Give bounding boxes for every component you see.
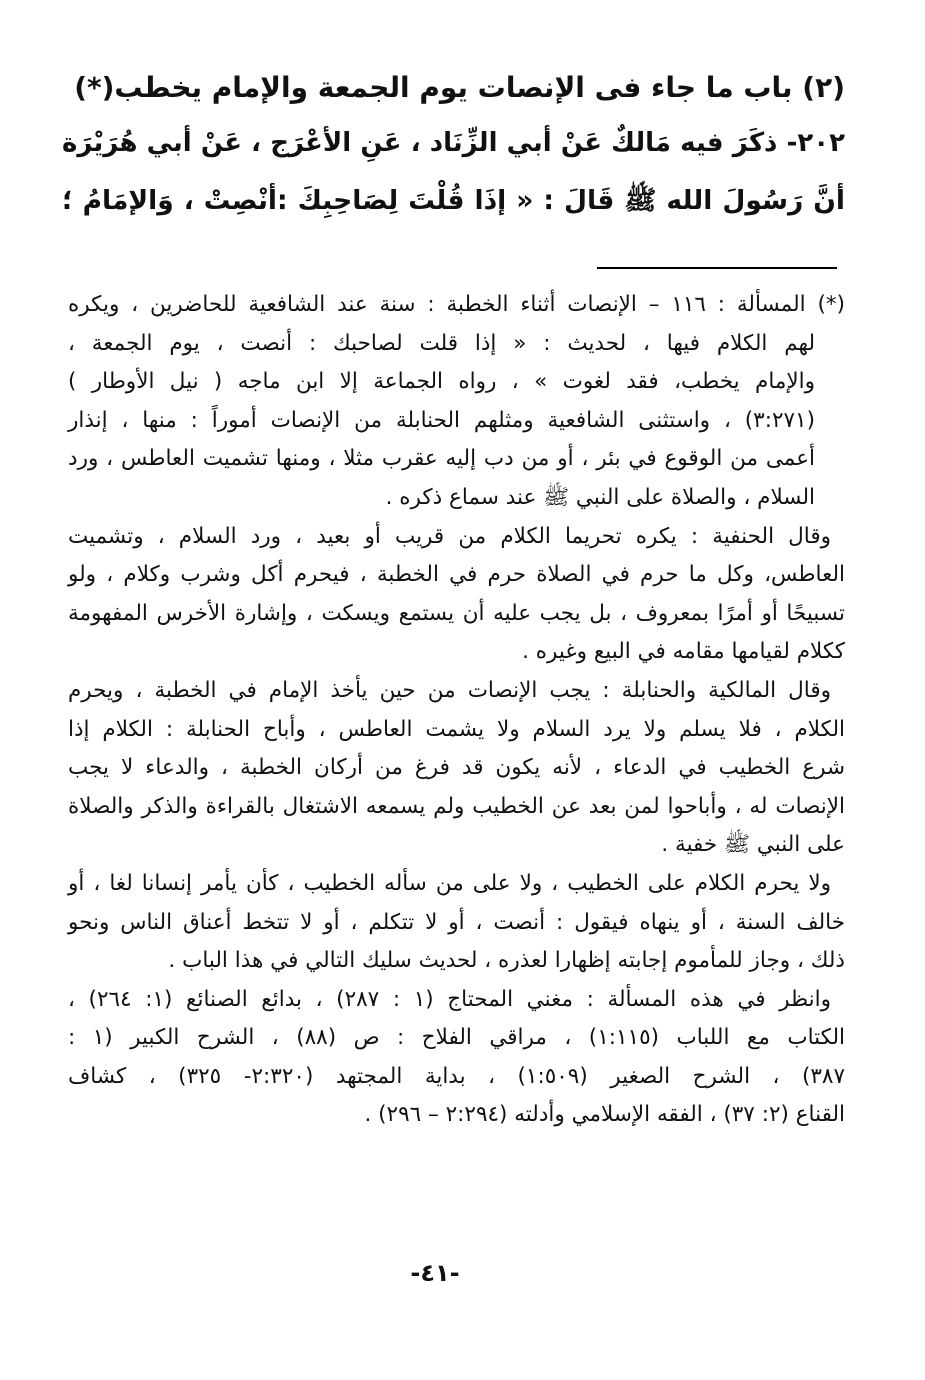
page-number: -٤١- bbox=[410, 1259, 460, 1287]
footnote-line-5: أعمى من الوقوع في بئر ، أو من دب إليه عقرب مثلا ، ومنها تشميت العاطس ، ورد bbox=[68, 446, 815, 472]
main-text bbox=[62, 62, 845, 230]
footnote bbox=[68, 286, 845, 1135]
footnote-line-2: لهم الكلام فيها ، لحديث : « إذا قلت لصاحبك : أنصت ، يوم الجمعة ، bbox=[68, 330, 815, 356]
footnote-line-19: وانظر في هذه المسألة : مغني المحتاج (١ : ٢٨٧) ، بدائع الصنائع (١: ٢٦٤) ، bbox=[68, 986, 831, 1012]
footnote-line-3: والإمام يخطب، فقد لغوت » ، رواه الجماعة إلا ابن ماجه ( نيل الأوطار ) bbox=[68, 369, 815, 395]
footnote-line-22: القناع (٢: ٣٧) ، الفقه الإسلامي وأدلته (٢:٢٩٤ – ٢٩٦) . bbox=[364, 1102, 845, 1128]
footnote-line-1: (*) المسألة : ١١٦ – الإنصات أثناء الخطبة : سنة عند الشافعية للحاضرين ، ويكره bbox=[68, 292, 845, 317]
chapter-title: (٢) باب ما جاء فى الإنصات يوم الجمعة والإمام يخطب(*) bbox=[74, 71, 845, 104]
footnote-line-17: خالف السنة ، أو ينهاه فيقول : أنصت ، أو لا تتكلم ، أو لا تتخط أعناق الناس ونحو bbox=[68, 909, 845, 935]
hadith-line-2: أنَّ رَسُولَ الله ﷺ قَالَ : « إذَا قُلْتَ لِصَاحِبِكَ :أنْصِتْ ، وَالإمَامُ ؛ bbox=[62, 185, 845, 216]
hadith-line-1: ٢٠٢- ذكَرَ فيه مَالكٌ عَنْ أبي الزِّنَاد ، عَنِ الأعْرَج ، عَنْ أبي هُرَيْرَة bbox=[62, 128, 845, 158]
footnote-line-4: (٣:٢٧١) ، واستثنى الشافعية ومثلهم الحنابلة من الإنصات أموراً : منها ، إنذار bbox=[68, 407, 815, 433]
footnote-line-13: شرع الخطيب في الدعاء ، لأنه يكون قد فرغ من أركان الخطبة ، والدعاء لا يجب bbox=[68, 755, 845, 781]
footnote-line-10: ككلام لقيامها مقامه في البيع وغيره . bbox=[522, 639, 845, 665]
footnote-line-15: على النبي ﷺ خفية . bbox=[661, 832, 845, 858]
footnote-line-7: وقال الحنفية : يكره تحريما الكلام من قريب أو بعيد ، ورد السلام ، وتشميت bbox=[68, 523, 831, 549]
footnote-line-14: الإنصات له ، وأباحوا لمن بعد عن الخطيب ولم يسمعه الاشتغال بالقراءة والذكر والصلاة bbox=[68, 793, 845, 819]
footnote-line-18: ذلك ، وجاز للمأموم إجابته إظهارا لعذره ، لحديث سليك التالي في هذا الباب . bbox=[168, 948, 845, 974]
footnote-line-16: ولا يحرم الكلام على الخطيب ، ولا على من سأله الخطيب ، كأن يأمر إنسانا لغا ، أو bbox=[68, 870, 831, 896]
footnote-divider bbox=[597, 267, 837, 269]
footnote-line-6: السلام ، والصلاة على النبي ﷺ عند سماع ذكره . bbox=[385, 484, 815, 510]
footnote-line-21: ٣٨٧) ، الشرح الصغير (١:٥٠٩) ، بداية المجتهد (٢:٣٢٠- ٣٢٥) ، كشاف bbox=[68, 1063, 846, 1089]
footnote-line-12: الكلام ، فلا يسلم ولا يرد السلام ولا يشمت العاطس ، وأباح الحنابلة : الكلام إذا bbox=[68, 716, 845, 742]
footnote-line-11: وقال المالكية والحنابلة : يجب الإنصات من حين يأخذ الإمام في الخطبة ، ويحرم bbox=[68, 677, 831, 703]
footnote-line-9: تسبيحًا أو أمرًا بمعروف ، بل يجب عليه أن يستمع ويسكت ، وإشارة الأخرس المفهومة bbox=[68, 600, 845, 626]
footnote-line-8: العاطس، وكل ما حرم في الصلاة حرم في الخطبة ، فيحرم أكل وشرب وكلام ، ولو bbox=[68, 562, 845, 588]
footnote-line-20: الكتاب مع اللباب (١:١١٥) ، مراقي الفلاح : ص (٨٨) ، الشرح الكبير (١ : bbox=[68, 1025, 846, 1051]
